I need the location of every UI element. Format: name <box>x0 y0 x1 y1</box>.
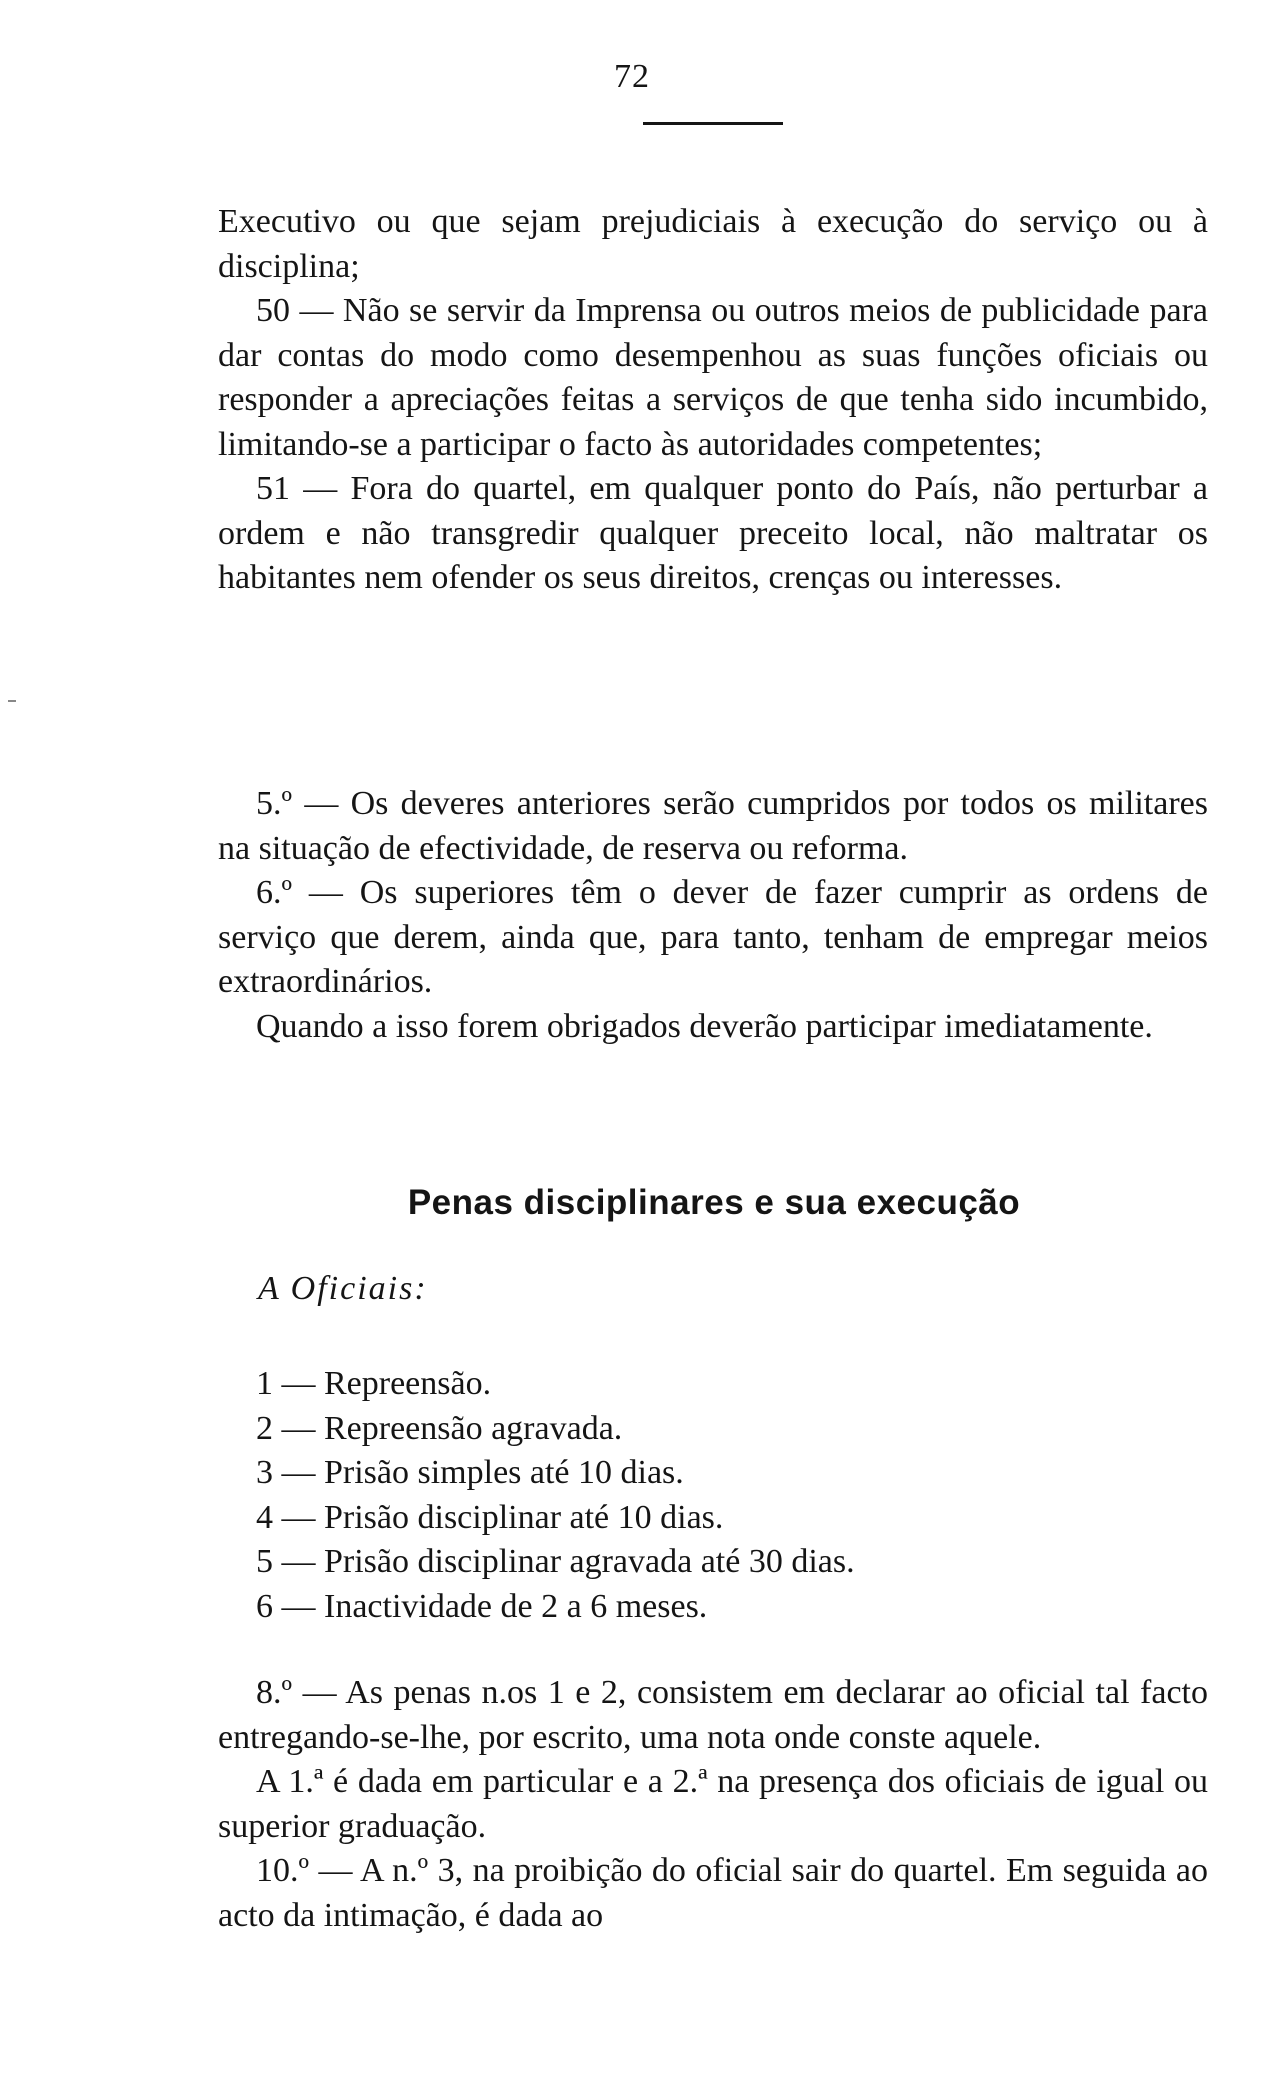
list-item: 6 — Inactividade de 2 a 6 meses. <box>256 1587 708 1625</box>
paragraph-item-50: 50 — Não se servir da Imprensa ou outros meios de publicidade para dar contas do modo como desempenhou as suas funções oficiais ou responder a apreciações feitas a serviços de que tenha sido incumbido, limitando-se a participar o facto às autoridades competentes; <box>218 292 1208 463</box>
list-item: 1 — Repreensão. <box>256 1365 492 1402</box>
list-item: 3 — Prisão simples até 10 dias. <box>256 1454 684 1491</box>
paragraph-article-5: 5.º — Os deveres anteriores serão cumpridos por todos os militares na situação de efectividade, de reserva ou reforma. <box>218 785 1208 867</box>
list-item: 4 — Prisão disciplinar até 10 dias. <box>256 1498 724 1536</box>
penalties-list <box>256 1362 855 1629</box>
page-number-rule <box>643 122 783 125</box>
paragraph: A 1.ª é dada em particular e a 2.ª na presença dos oficiais de igual ou superior graduação. <box>218 1763 1208 1845</box>
paragraph-article-10: 10.º — A n.º 3, na proibição do oficial sair do quartel. Em seguida ao acto da intimação, é dada ao <box>218 1852 1208 1934</box>
paragraph: Executivo ou que sejam prejudiciais à execução do serviço ou à disciplina; <box>218 203 1208 285</box>
list-item: 5 — Prisão disciplinar agravada até 30 dias. <box>256 1543 855 1580</box>
section-heading: Penas disciplinares e sua execução <box>407 1183 1021 1222</box>
text-block-articles <box>218 782 1208 1049</box>
paragraph-article-6: 6.º — Os superiores têm o dever de fazer cumprir as ordens de serviço que derem, ainda que, para tanto, tenham de empregar meios extraordinários. <box>218 874 1208 1000</box>
paragraph: Quando a isso forem obrigados deverão participar imediatamente. <box>256 1007 1153 1045</box>
subheading: A Oficiais: <box>258 1270 428 1307</box>
page-number: 72 <box>614 58 650 95</box>
paragraph-item-51: 51 — Fora do quartel, em qualquer ponto do País, não perturbar a ordem e não transgredir qualquer preceito local, não maltratar os habitantes nem ofender os seus direitos, crenças ou interesses. <box>218 470 1208 596</box>
paragraph-article-8: 8.º — As penas n.os 1 e 2, consistem em declarar ao oficial tal facto entregando-se-lhe, por escrito, uma nota onde conste aquele. <box>218 1674 1208 1756</box>
text-block-duties <box>218 200 1208 601</box>
text-block-execution <box>218 1671 1208 1938</box>
list-item: 2 — Repreensão agravada. <box>256 1409 623 1447</box>
scan-edge-mark <box>8 700 16 702</box>
